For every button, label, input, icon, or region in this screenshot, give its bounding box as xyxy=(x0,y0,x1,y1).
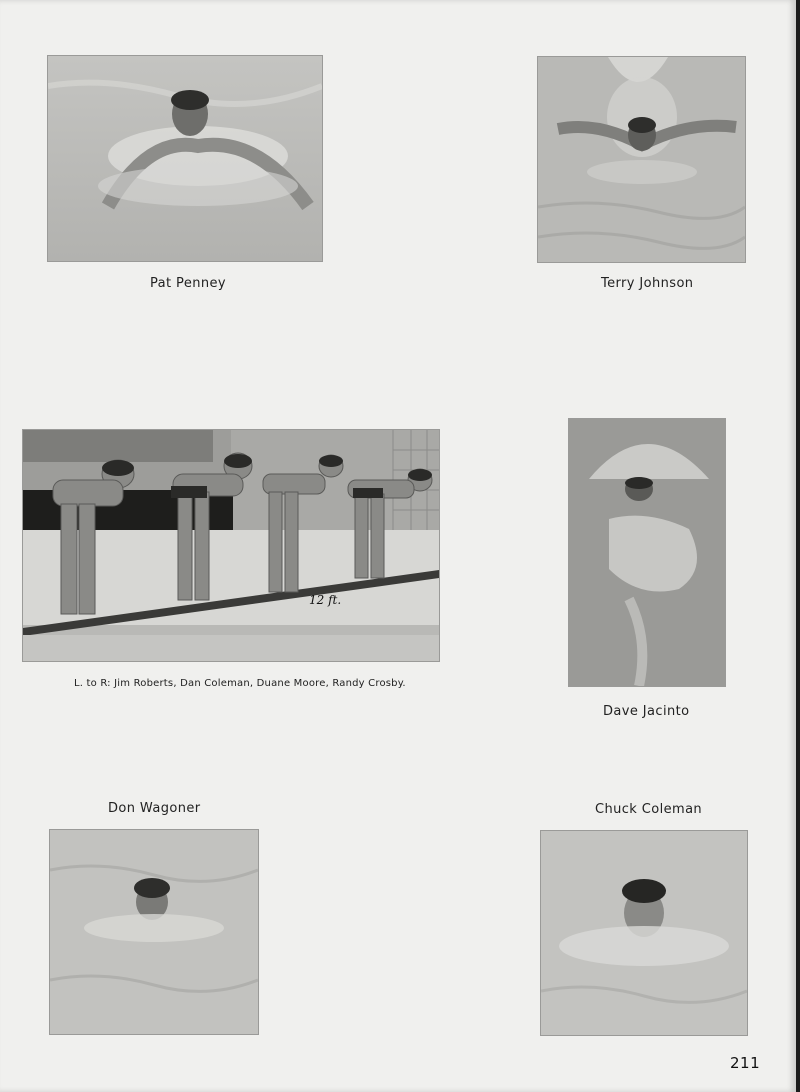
photo-relay-start xyxy=(22,429,440,662)
caption-pat-penney: Pat Penney xyxy=(150,276,226,291)
caption-don-wagoner: Don Wagoner xyxy=(108,801,201,816)
caption-chuck-coleman: Chuck Coleman xyxy=(595,802,703,817)
photo-dave-jacinto xyxy=(568,418,726,687)
photo-terry-johnson xyxy=(537,56,746,263)
page-number: 211 xyxy=(730,1054,761,1072)
binding-edge xyxy=(796,0,800,1092)
photo-pat-penney xyxy=(47,55,323,262)
caption-terry-johnson: Terry Johnson xyxy=(601,276,694,291)
caption-dave-jacinto: Dave Jacinto xyxy=(603,704,690,719)
photo-don-wagoner xyxy=(49,829,259,1035)
caption-relay-start: L. to R: Jim Roberts, Dan Coleman, Duane Moore, Randy Crosby. xyxy=(74,678,406,689)
photo-chuck-coleman xyxy=(540,830,748,1036)
depth-marker: 12 ft. xyxy=(309,593,342,607)
